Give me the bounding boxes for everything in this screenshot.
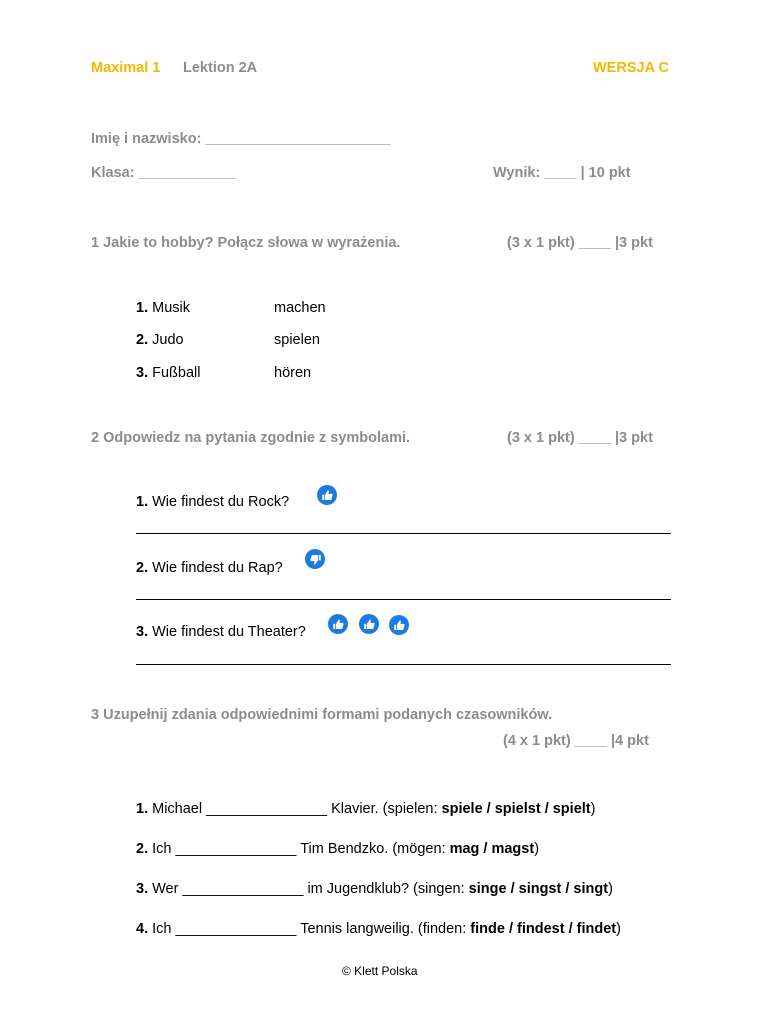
- task3-sentence-4: [136, 921, 621, 937]
- task2-title: 2 Odpowiedz na pytania zgodnie z symbolami.: [91, 430, 411, 446]
- item-number: 1.: [136, 494, 149, 510]
- closing-paren: ): [534, 841, 540, 857]
- item-number: 4.: [136, 921, 149, 937]
- class-field-label: Klasa: ____________: [91, 165, 236, 181]
- question-text: Wie findest du Rap?: [152, 560, 283, 576]
- task3-sentence-2: [136, 841, 539, 857]
- task1-verb-2: spielen: [274, 332, 320, 348]
- answer-line-3[interactable]: [136, 664, 671, 665]
- task1-title: 1 Jakie to hobby? Połącz słowa w wyrażenia.: [91, 235, 401, 251]
- version-label: WERSJA C: [593, 60, 669, 76]
- verb-forms: finde / findest / findet: [470, 921, 617, 937]
- closing-paren: ): [590, 801, 596, 817]
- answer-line-2[interactable]: [136, 599, 671, 600]
- item-word: Judo: [152, 332, 184, 348]
- sentence-text: Michael _______________ Klavier. (spielen:: [148, 801, 442, 817]
- task2-question-3: [136, 624, 306, 640]
- task3-title: 3 Uzupełnij zdania odpowiednimi formami podanych czasowników.: [91, 707, 553, 723]
- item-number: 3.: [136, 881, 149, 897]
- sentence-text: Wer _______________ im Jugendklub? (singen:: [148, 881, 469, 897]
- item-number: 2.: [136, 560, 149, 576]
- closing-paren: ): [616, 921, 621, 937]
- verb-forms: mag / magst: [449, 841, 535, 857]
- verb-forms: singe / singst / singt: [468, 881, 609, 897]
- sentence-text: Ich _______________ Tim Bendzko. (mögen:: [148, 841, 450, 857]
- question-text: Wie findest du Rock?: [148, 494, 290, 510]
- task1-item-2: [136, 332, 184, 348]
- task1-item-1: [136, 300, 190, 316]
- thumbs-up-icon: [328, 614, 348, 634]
- item-number: 1.: [136, 300, 149, 316]
- task3-sentence-3: [136, 881, 613, 897]
- item-word: Musik: [152, 300, 190, 316]
- task2-points: (3 x 1 pkt) ____ |3 pkt: [507, 430, 653, 446]
- textbook-title: Maximal 1: [91, 60, 161, 76]
- question-text: Wie findest du Theater?: [152, 624, 306, 640]
- closing-paren: ): [608, 881, 613, 897]
- item-number: 1.: [136, 801, 149, 817]
- score-label: Wynik: ____ | 10 pkt: [493, 165, 631, 181]
- thumbs-up-icon: [359, 614, 379, 634]
- lesson-title: Lektion 2A: [183, 60, 258, 76]
- task1-verb-1: machen: [274, 300, 326, 316]
- name-field-label: Imię i nazwisko: _______________________: [91, 131, 391, 147]
- item-number: 2.: [136, 841, 149, 857]
- item-number: 3.: [136, 365, 149, 381]
- sentence-text: Ich _______________ Tennis langweilig. (finden:: [148, 921, 471, 937]
- task3-points: (4 x 1 pkt) ____ |4 pkt: [503, 733, 649, 749]
- copyright-footer: © Klett Polska: [342, 964, 418, 978]
- item-word: Fußball: [152, 365, 201, 381]
- item-number: 2.: [136, 332, 149, 348]
- task2-question-2: [136, 560, 283, 576]
- item-number: 3.: [136, 624, 149, 640]
- answer-line-1[interactable]: [136, 533, 671, 534]
- task3-sentence-1: [136, 801, 595, 817]
- task1-item-3: [136, 365, 200, 381]
- task1-points: (3 x 1 pkt) ____ |3 pkt: [507, 235, 653, 251]
- task2-question-1: [136, 494, 289, 510]
- thumbs-up-icon: [389, 615, 409, 635]
- thumbs-up-icon: [317, 485, 337, 505]
- verb-forms: spiele / spielst / spielt: [441, 801, 591, 817]
- thumbs-down-icon: [305, 549, 325, 569]
- task1-verb-3: hören: [274, 365, 312, 381]
